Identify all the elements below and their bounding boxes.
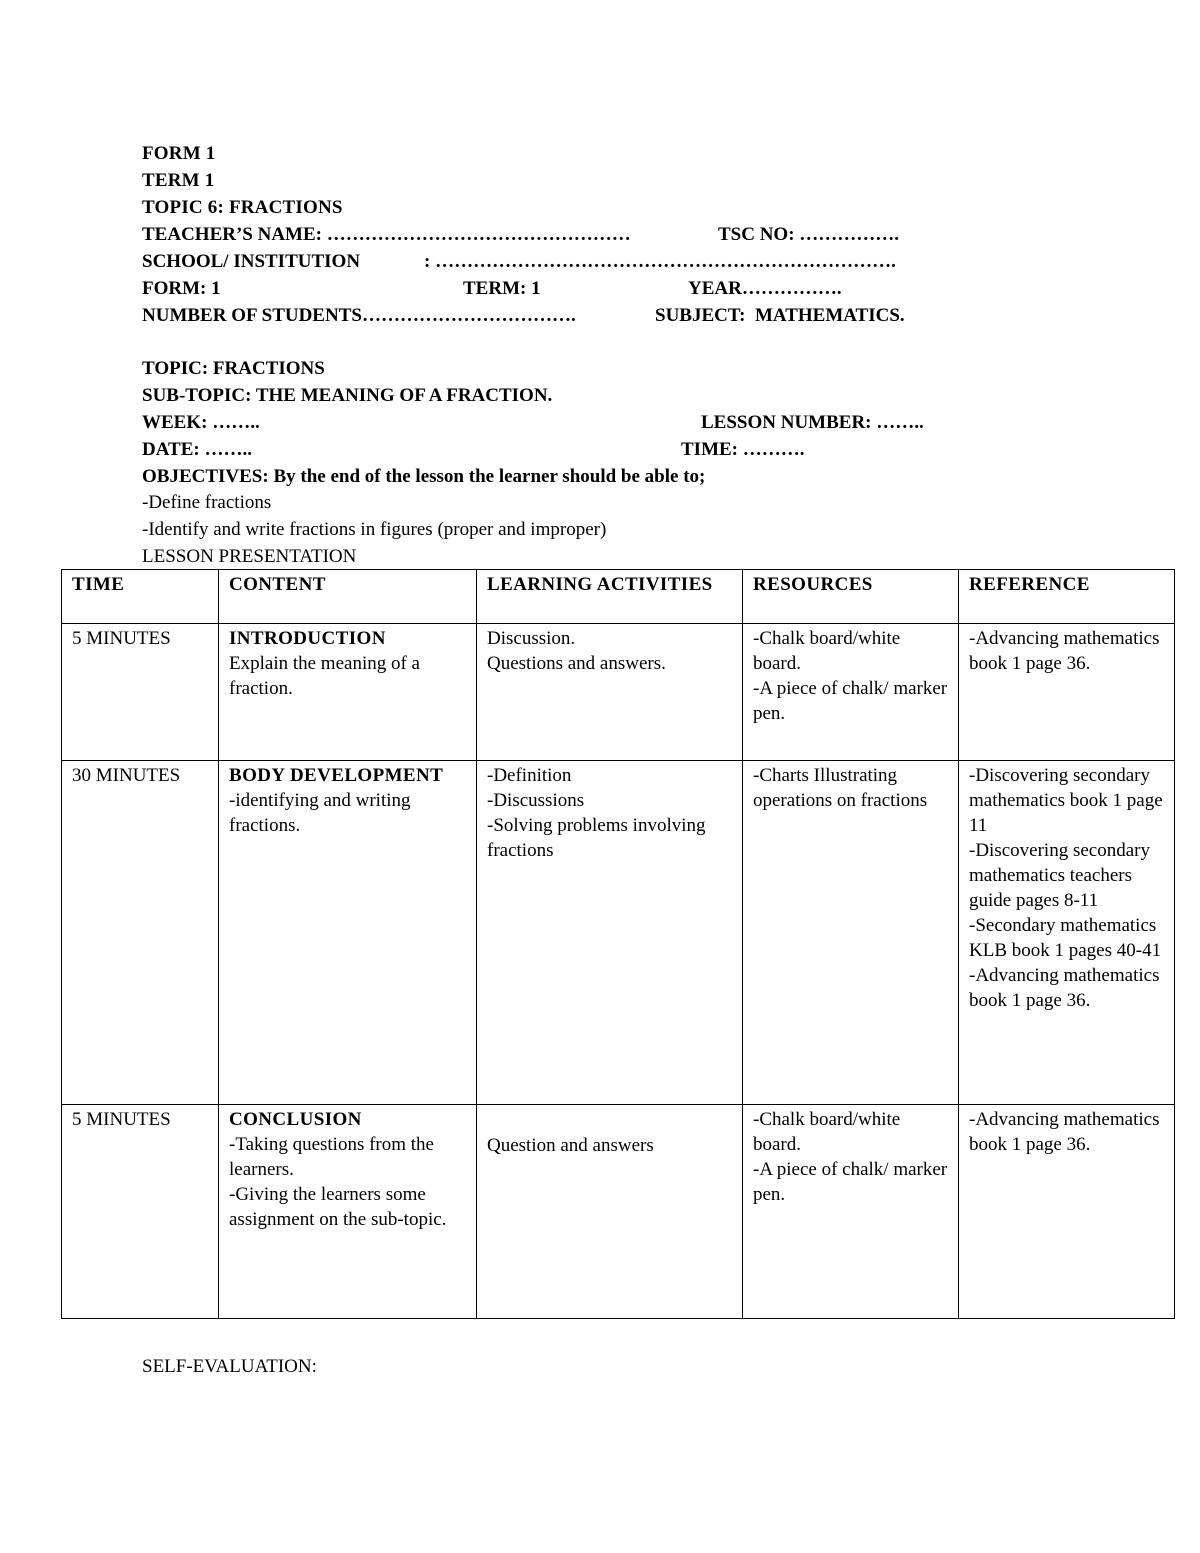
objectives-label: OBJECTIVES xyxy=(142,466,263,487)
reference-line: -Discovering secondary mathematics book 1 page 11 xyxy=(969,765,1163,836)
content-line: Explain the meaning of a fraction. xyxy=(229,653,420,699)
reference-cell xyxy=(959,761,1175,1105)
column-header-content: CONTENT xyxy=(219,570,477,624)
term-field: TERM: 1 xyxy=(463,278,541,299)
table-row xyxy=(62,1105,1175,1319)
reference-line: -Advancing mathematics book 1 page 36. xyxy=(969,628,1160,674)
resource-line: -A piece of chalk/ marker pen. xyxy=(753,678,948,724)
resource-line: -A piece of chalk/ marker pen. xyxy=(753,1159,948,1205)
form-heading: FORM 1 xyxy=(142,143,216,164)
form-field: FORM: 1 xyxy=(142,278,221,299)
topic-field: TOPIC: FRACTIONS xyxy=(142,358,325,379)
self-evaluation-label: SELF-EVALUATION: xyxy=(142,1356,317,1377)
content-cell xyxy=(219,1105,477,1319)
time-cell: 30 MINUTES xyxy=(62,761,219,1105)
resource-line: -Chalk board/white board. xyxy=(753,1109,901,1155)
objectives-intro: : By the end of the lesson the learner should be able to; xyxy=(262,466,706,487)
objectives-line xyxy=(142,464,705,490)
activity-line: Questions and answers. xyxy=(487,653,666,674)
school-field: : ………………………………………………………………. xyxy=(424,251,896,272)
activities-cell xyxy=(477,1105,743,1319)
reference-line: -Secondary mathematics KLB book 1 pages 40-41 xyxy=(969,915,1162,961)
reference-line: -Discovering secondary mathematics teachers guide pages 8-11 xyxy=(969,840,1150,911)
column-header-time: TIME xyxy=(62,570,219,624)
activity-line: -Solving problems involving fractions xyxy=(487,815,706,861)
table-header-row xyxy=(62,570,1175,624)
resources-cell xyxy=(743,761,959,1105)
content-cell xyxy=(219,761,477,1105)
reference-cell xyxy=(959,1105,1175,1319)
table-row xyxy=(62,624,1175,761)
resources-cell xyxy=(743,1105,959,1319)
content-line: -identifying and writing fractions. xyxy=(229,790,411,836)
week-field: WEEK: …….. xyxy=(142,412,260,433)
time-field: TIME: ………. xyxy=(681,439,805,460)
lesson-presentation-label: LESSON PRESENTATION xyxy=(142,546,357,567)
teacher-name-field: TEACHER’S NAME: ………………………………………… xyxy=(142,224,631,245)
content-heading: BODY DEVELOPMENT xyxy=(229,765,444,786)
objective-item: -Identify and write fractions in figures (proper and improper) xyxy=(142,519,607,540)
school-label: SCHOOL/ INSTITUTION xyxy=(142,251,361,272)
year-field: YEAR……………. xyxy=(688,278,842,299)
number-of-students-field: NUMBER OF STUDENTS……………………………. xyxy=(142,305,576,326)
content-cell xyxy=(219,624,477,761)
table-row xyxy=(62,761,1175,1105)
reference-line: -Advancing mathematics book 1 page 36. xyxy=(969,965,1160,1011)
subject-field: SUBJECT: MATHEMATICS. xyxy=(655,305,905,326)
cell-spacer xyxy=(487,1107,732,1133)
content-heading: INTRODUCTION xyxy=(229,628,386,649)
activities-cell xyxy=(477,761,743,1105)
activities-cell xyxy=(477,624,743,761)
activity-line: Discussion. xyxy=(487,628,576,649)
lesson-number-field: LESSON NUMBER: …….. xyxy=(701,412,924,433)
tsc-no-field: TSC NO: ……………. xyxy=(718,224,900,245)
reference-line: -Advancing mathematics book 1 page 36. xyxy=(969,1109,1160,1155)
objective-item: -Define fractions xyxy=(142,492,272,513)
resource-line: -Charts Illustrating operations on fractions xyxy=(753,765,928,811)
date-field: DATE: …….. xyxy=(142,439,252,460)
column-header-resources: RESOURCES xyxy=(743,570,959,624)
column-header-learning-activities: LEARNING ACTIVITIES xyxy=(477,570,743,624)
content-line: -Giving the learners some assignment on the sub-topic. xyxy=(229,1184,447,1230)
content-heading: CONCLUSION xyxy=(229,1109,362,1130)
column-header-reference: REFERENCE xyxy=(959,570,1175,624)
time-cell: 5 MINUTES xyxy=(62,1105,219,1319)
content-line: -Taking questions from the learners. xyxy=(229,1134,434,1180)
activity-line: -Discussions xyxy=(487,790,585,811)
lesson-presentation-table xyxy=(61,569,1175,1319)
time-cell: 5 MINUTES xyxy=(62,624,219,761)
term-heading: TERM 1 xyxy=(142,170,215,191)
resource-line: -Chalk board/white board. xyxy=(753,628,901,674)
topic-heading: TOPIC 6: FRACTIONS xyxy=(142,197,343,218)
sub-topic-field: SUB-TOPIC: THE MEANING OF A FRACTION. xyxy=(142,385,553,406)
activity-line: -Definition xyxy=(487,765,572,786)
reference-cell xyxy=(959,624,1175,761)
activity-line: Question and answers xyxy=(487,1135,654,1156)
resources-cell xyxy=(743,624,959,761)
